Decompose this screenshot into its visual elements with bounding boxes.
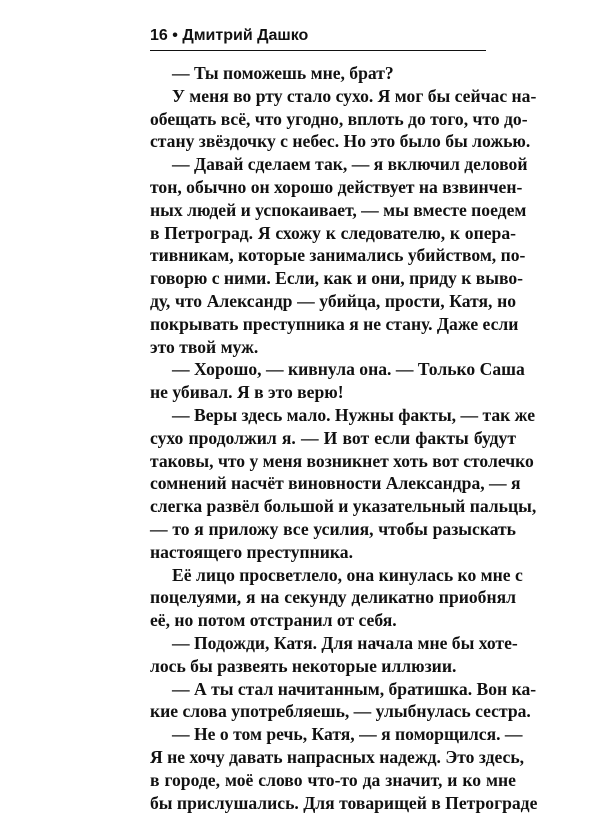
text-line: её, но потом отстранил от себя. bbox=[150, 609, 516, 632]
text-line: стану звёздочку с небес. Но это было бы ложью. bbox=[150, 130, 516, 153]
text-line: — Хорошо, — кивнула она. — Только Саша bbox=[150, 358, 516, 381]
text-line: тивникам, которые занимались убийством, по- bbox=[150, 244, 516, 267]
text-line: сомнений насчёт виновности Александра, — я bbox=[150, 472, 516, 495]
text-line: поцелуями, я на секунду деликатно приобнял bbox=[150, 586, 516, 609]
text-line: — Давай сделаем так, — я включил деловой bbox=[150, 153, 516, 176]
text-line: настоящего преступника. bbox=[150, 541, 516, 564]
text-line: не убивал. Я в это верю! bbox=[150, 381, 516, 404]
text-line: слегка развёл большой и указательный пальцы, bbox=[150, 495, 516, 518]
header-rule bbox=[150, 50, 486, 51]
page-number: 16 bbox=[150, 27, 168, 44]
running-header bbox=[150, 26, 486, 46]
body-text bbox=[150, 62, 516, 814]
text-line: таковы, что у меня возникнет хоть вот столечко bbox=[150, 450, 516, 473]
text-line: лось бы развеять некоторые иллюзии. bbox=[150, 655, 516, 678]
text-line: покрывать преступника я не стану. Даже если bbox=[150, 313, 516, 336]
text-line: сухо продолжил я. — И вот если факты будут bbox=[150, 427, 516, 450]
header-bullet: • bbox=[172, 27, 178, 44]
text-line: это твой муж. bbox=[150, 336, 516, 359]
text-line: в Петроград. Я схожу к следователю, к опера- bbox=[150, 222, 516, 245]
text-line: ных людей и успокаивает, — мы вместе поедем bbox=[150, 199, 516, 222]
text-line: тон, обычно он хорошо действует на взвинчен- bbox=[150, 176, 516, 199]
text-line: в городе, моё слово что-то да значит, и ко мне bbox=[150, 769, 516, 792]
text-line: — Подожди, Катя. Для начала мне бы хоте- bbox=[150, 632, 516, 655]
text-line: У меня во рту стало сухо. Я мог бы сейчас на- bbox=[150, 85, 516, 108]
text-line: бы прислушались. Для товарищей в Петрограде bbox=[150, 792, 516, 814]
book-author: Дмитрий Дашко bbox=[182, 27, 308, 44]
text-line: обещать всё, что угодно, вплоть до того, что до- bbox=[150, 108, 516, 131]
text-line: — Не о том речь, Катя, — я поморщился. — bbox=[150, 723, 516, 746]
text-line: Её лицо просветлело, она кинулась ко мне с bbox=[150, 564, 516, 587]
text-line: говорю с ними. Если, как и они, приду к выво- bbox=[150, 267, 516, 290]
text-line: ду, что Александр — убийца, прости, Катя, но bbox=[150, 290, 516, 313]
text-line: Я не хочу давать напрасных надежд. Это здесь, bbox=[150, 746, 516, 769]
text-line: — А ты стал начитанным, братишка. Вон ка- bbox=[150, 678, 516, 701]
text-line: — то я приложу все усилия, чтобы разыскать bbox=[150, 518, 516, 541]
text-line: кие слова употребляешь, — улыбнулась сестра. bbox=[150, 700, 516, 723]
text-line: — Ты поможешь мне, брат? bbox=[150, 62, 516, 85]
text-line: — Веры здесь мало. Нужны факты, — так же bbox=[150, 404, 516, 427]
